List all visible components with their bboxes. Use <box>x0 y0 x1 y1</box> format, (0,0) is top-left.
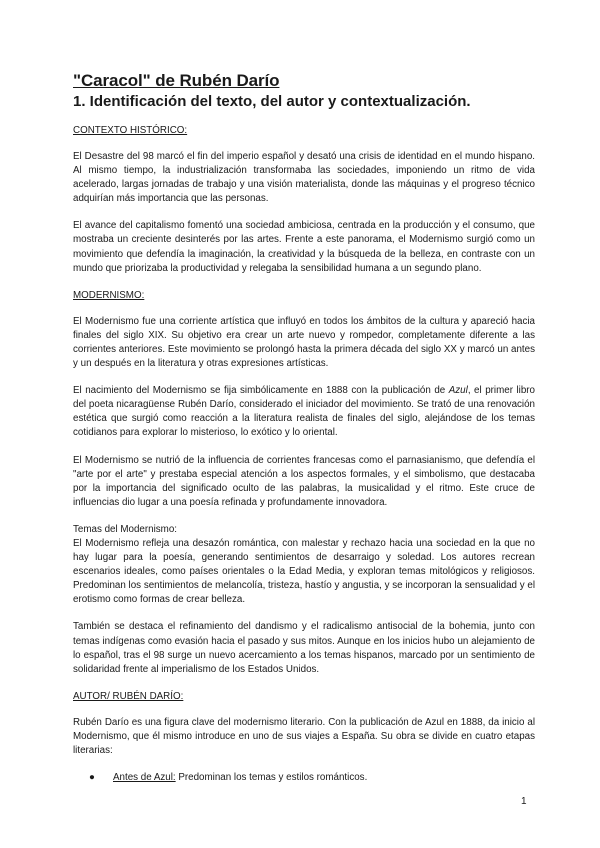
paragraph <box>73 384 535 440</box>
paragraph: El avance del capitalismo fomentó una sociedad ambiciosa, centrada en la producción y el consumo, que mostraba un creciente desinterés por las artes. Frente a este panorama, el Modernismo surgió como un movimiento que defendía la imaginación, la creatividad y la búsqueda de la belleza, en contraste con un mundo que priorizaba la productividad y relegaba la sensibilidad humana a un segundo plano. <box>73 220 535 274</box>
section-heading-autor: AUTOR/ RUBÉN DARÍO: <box>73 690 184 702</box>
paragraph-text: El nacimiento del Modernismo se fija simbólicamente en 1888 con la publicación de <box>73 385 449 397</box>
document-subtitle: 1. Identificación del texto, del autor y contextualización. <box>73 93 471 110</box>
document-body <box>73 70 535 785</box>
paragraph: El Modernismo refleja una desazón romántica, con malestar y rechazo hacia una sociedad en la que no hay lugar para la poesía, generando sentimientos de desarraigo y soledad. Los autores recrean escenarios ideales, como países orientales o la Edad Media, y exploran temas mitológicos y religiosos. Predominan los sentimientos de melancolía, tristeza, hastío y angustia, y se incorporan la sensualidad y el erotismo como formas de crear belleza. <box>73 537 535 606</box>
paragraph: También se destaca el refinamiento del dandismo y el radicalismo antisocial de la bohemia, junto con temas indígenas como evasión hacia el pasado y sus mitos. Aunque en los inicios hubo un alejamiento de lo español, tras el 98 surge un nuevo acercamiento a los temas hispanos, marcado por un sentimiento de solidaridad frente al imperialismo de los Estados Unidos. <box>73 621 535 675</box>
paragraph-text: , el primer libro del poeta nicaragüense Rubén Darío, considerado el iniciador del movimiento. Se trató de una renovación estética que surgió como reacción a la literatura realista de finales del siglo, alejándose de los temas cotidianos para explorar lo misterioso, lo exótico y lo oriental. <box>73 385 535 439</box>
bullet-icon: ● <box>89 772 95 784</box>
page-number: 1 <box>521 796 527 807</box>
section-heading-modernismo: MODERNISMO: <box>73 289 145 301</box>
paragraph: Rubén Darío es una figura clave del modernismo literario. Con la publicación de Azul en 1888, da inicio al Modernismo, que él mismo introduce en uno de sus viajes a España. Su obra se divide en cuatro etapas literarias: <box>73 716 535 756</box>
document-title: "Caracol" de Rubén Darío <box>73 71 280 90</box>
paragraph: El Modernismo se nutrió de la influencia de corrientes francesas como el parnasianismo, que defendía el "arte por el arte" y prestaba especial atención a los aspectos formales, y el simbolismo, que destacaba por la importancia del significado oculto de las palabras, la musicalidad y el ritmo. Este cruce de influencias dio lugar a una poesía refinada y profundamente innovadora. <box>73 454 535 508</box>
list-item-label: Antes de Azul: <box>113 772 176 784</box>
etapas-list <box>73 771 535 785</box>
section-heading-contexto: CONTEXTO HISTÓRICO: <box>73 125 188 136</box>
list-item-text: Predominan los temas y estilos románticos. <box>175 772 368 784</box>
list-item <box>89 771 535 785</box>
book-title-azul: Azul <box>448 385 468 397</box>
paragraph: El Modernismo fue una corriente artística que influyó en todos los ámbitos de la cultura y apareció hacia finales del siglo XIX. Su objetivo era crear un arte nuevo y rompedor, completamente diferente a las corrientes anteriores. Este movimiento se prolongó hasta la primera década del siglo XX y marcó un antes y un después en la literatura y otras expresiones artísticas. <box>73 315 535 370</box>
temas-label: Temas del Modernismo: <box>73 523 177 535</box>
paragraph: El Desastre del 98 marcó el fin del imperio español y desató una crisis de identidad en el mundo hispano. Al mismo tiempo, la industrialización transformaba las sociedades, imponiendo un ritmo de vida acelerado, largas jornadas de trabajo y una visión materialista, donde las máquinas y el progreso técnico adquirían más importancia que las personas. <box>73 151 535 205</box>
